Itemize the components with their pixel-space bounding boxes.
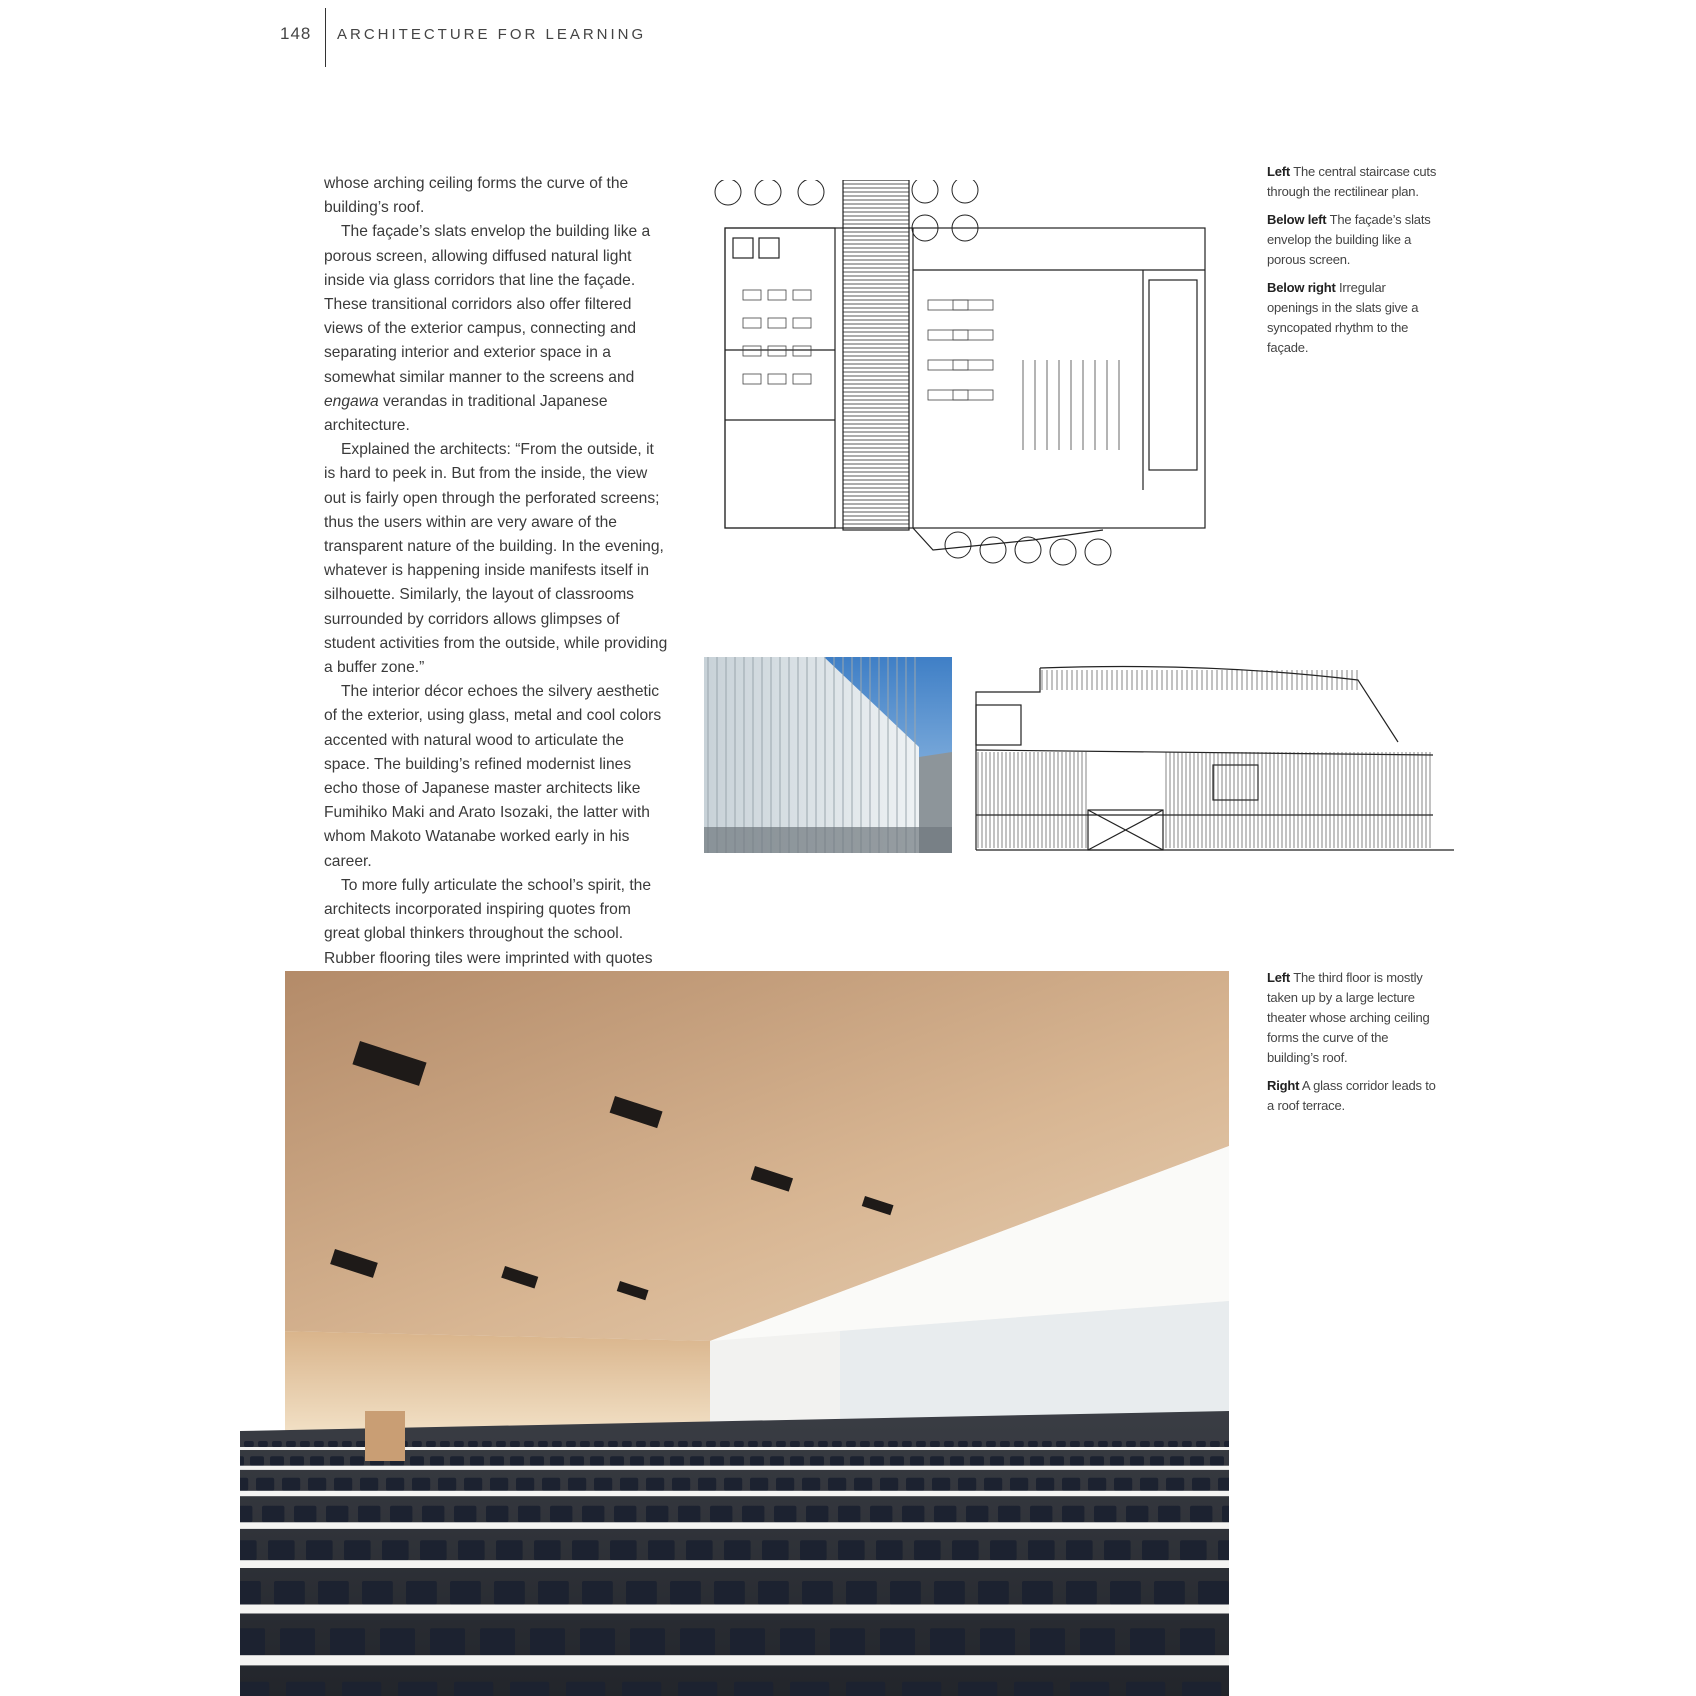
caption-text: The central staircase cuts through the rectilinear plan. xyxy=(1267,164,1437,199)
caption xyxy=(1267,968,1437,1068)
page-number: 148 xyxy=(280,24,312,43)
elevation-drawing xyxy=(958,660,1454,855)
caption-label: Left xyxy=(1267,164,1291,179)
italic-term: engawa xyxy=(324,392,379,410)
facade-photo xyxy=(704,657,952,853)
caption-text: The third floor is mostly taken up by a large lecture theater whose arching ceiling forms the curve of the building’s roof. xyxy=(1267,970,1430,1065)
paragraph: To more fully articulate the school’s spirit, the architects incorporated inspiring quotes from great global thinkers throughout the school. Rubber flooring tiles were imprinted with quotes xyxy=(324,876,653,967)
caption-label: Left xyxy=(1267,970,1291,985)
paragraph: whose arching ceiling forms the curve of the building’s roof. xyxy=(324,175,629,217)
paragraph-text: verandas in traditional Japanese architecture. xyxy=(324,392,608,435)
paragraph: The interior décor echoes the silvery aesthetic of the exterior, using glass, metal and cool colors accented with natural wood to articulate the space. The building’s refined modernist lines echo those of Japanese master architects like Fumihiko Maki and Arato Isozaki, the latter with whom Makoto Watanabe worked early in his career. xyxy=(324,683,662,870)
caption-label: Below right xyxy=(1267,280,1336,295)
caption-text: A glass corridor leads to a roof terrace. xyxy=(1267,1078,1436,1113)
paragraph: Explained the architects: “From the outside, it is hard to peek in. But from the inside, the view out is fairly open through the perforated screens; thus the users within are very aware of the transparent nature of the building. In the evening, whatever is happening inside manifests itself in silhouette. Similarly, the layout of classrooms surrounded by corridors allows glimpses of student activities from the outside, while providing a buffer zone.” xyxy=(324,441,668,677)
caption xyxy=(1267,162,1437,202)
caption xyxy=(1267,210,1437,270)
paragraph-text: The façade’s slats envelop the building like a porous screen, allowing diffused natural light inside via glass corridors that line the façade. These transitional corridors also offer filtered views of the exterior campus, connecting and separating interior and exterior space in a somewhat similar manner to the screens and xyxy=(324,223,651,386)
running-head: ARCHITECTURE FOR LEARNING xyxy=(337,26,647,43)
caption-label: Below left xyxy=(1267,212,1327,227)
caption-block-top xyxy=(1267,162,1437,366)
caption xyxy=(1267,278,1437,358)
caption-block-bottom xyxy=(1267,968,1437,1124)
paragraph xyxy=(324,220,669,438)
caption xyxy=(1267,1076,1437,1116)
body-text xyxy=(324,172,669,1019)
header-rule xyxy=(325,8,326,67)
caption-label: Right xyxy=(1267,1078,1300,1093)
caption-text: The façade’s slats envelop the building like a porous screen. xyxy=(1267,212,1431,267)
lecture-hall-photo xyxy=(240,971,1229,1696)
floor-plan-drawing xyxy=(703,180,1233,570)
caption-text: Irregular openings in the slats give a syncopated rhythm to the façade. xyxy=(1267,280,1419,355)
